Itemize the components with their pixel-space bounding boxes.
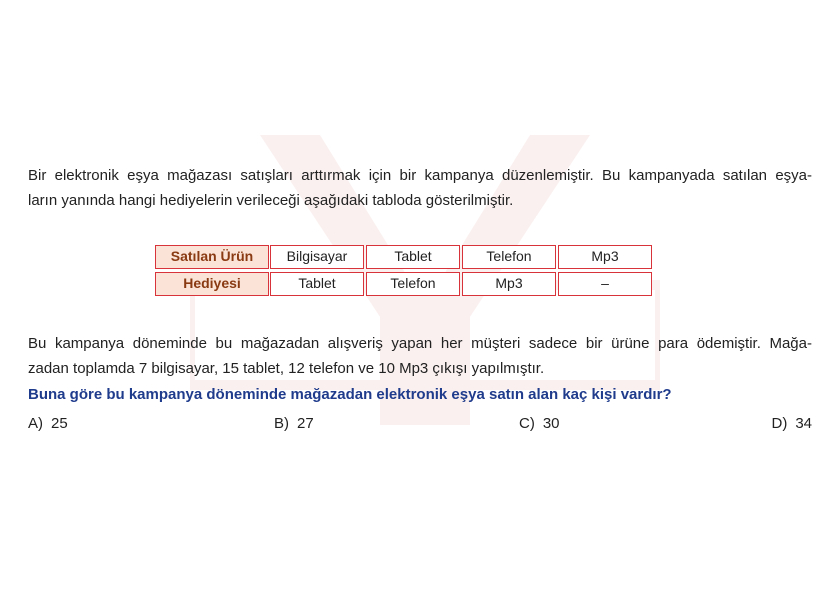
intro-paragraph [28,163,812,213]
option-letter: A) [28,415,43,432]
option-value: 27 [297,415,314,432]
question-text: Buna göre bu kampanya döneminde mağazadan elektronik eşya satın alan kaç kişi vardır? [28,386,672,403]
option-b[interactable] [274,412,314,436]
table-cell: Tablet [366,245,460,269]
table-cell: Tablet [270,272,364,296]
option-value: 30 [542,415,560,432]
answer-options [28,412,812,436]
table-cell: Mp3 [558,245,652,269]
table-header-product: Satılan Ürün [155,245,269,269]
info-paragraph [28,331,812,381]
table-header-gift: Hediyesi [155,272,269,296]
option-c[interactable] [519,412,560,436]
table-cell: Telefon [462,245,556,269]
option-letter: D) [771,415,788,432]
table-cell: Telefon [366,272,460,296]
table-cell: – [558,272,652,296]
option-value: 34 [795,415,812,432]
info-line-1: Bu kampanya döneminde bu mağazadan alışveriş yapan her müşteri sadece bir ürüne para ödemiştir. Mağa- [28,335,812,352]
option-letter: B) [274,415,289,432]
option-a[interactable] [28,412,68,436]
option-value: 25 [51,415,68,432]
table-cell: Bilgisayar [270,245,364,269]
intro-line-2: ların yanında hangi hediyelerin verileceği aşağıdaki tabloda gösterilmiştir. [28,192,514,209]
option-letter: C) [519,415,535,432]
option-d[interactable] [771,412,812,436]
table-cell: Mp3 [462,272,556,296]
intro-line-1: Bir elektronik eşya mağazası satışları arttırmak için bir kampanya düzenlemiştir. Bu kampanyada satılan eşya- [28,167,812,184]
info-line-2: zadan toplamda 7 bilgisayar, 15 tablet, 12 telefon ve 10 Mp3 çıkışı yapılmıştır. [28,360,545,377]
